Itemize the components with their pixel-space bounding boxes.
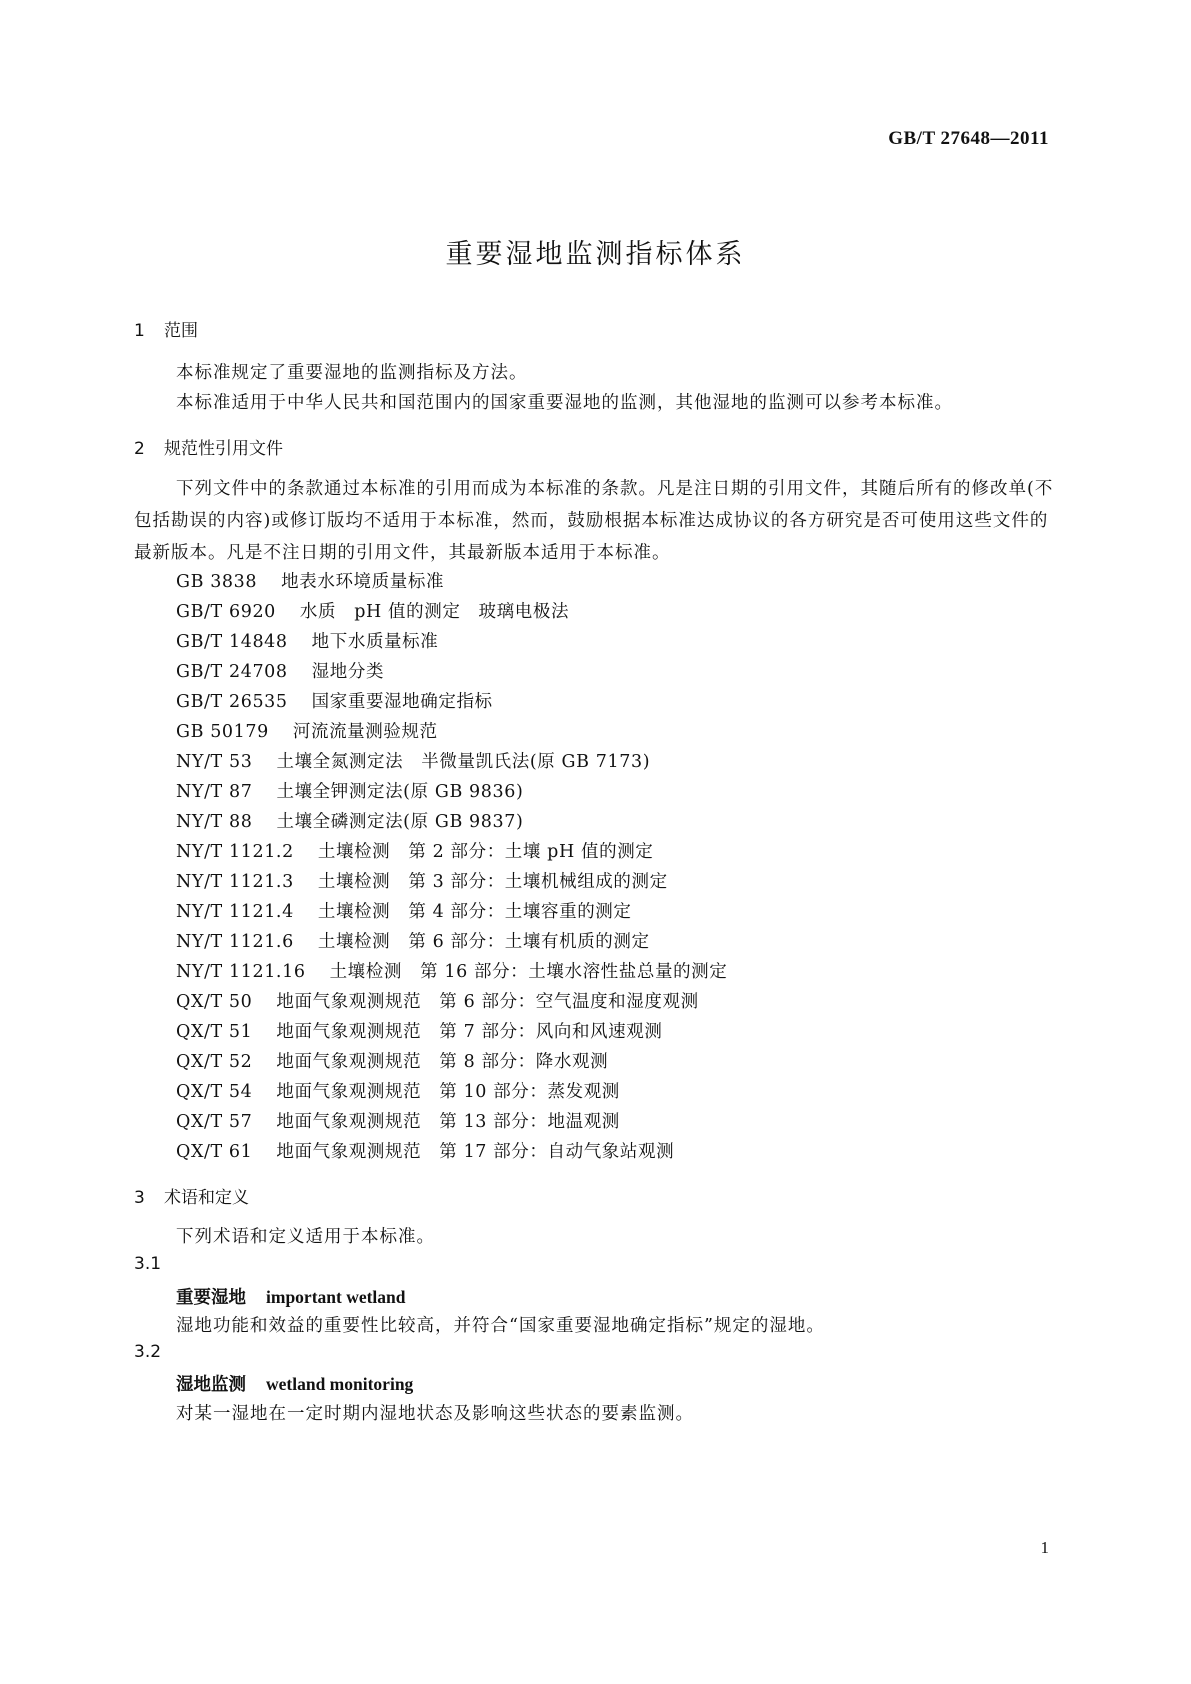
reference-code: NY/T 1121.4 [176, 902, 294, 922]
reference-item [176, 808, 523, 833]
reference-title: 土壤检测 第 16 部分：土壤水溶性盐总量的测定 [329, 962, 728, 982]
reference-code: NY/T 1121.16 [176, 962, 306, 982]
term-number: 3.1 [134, 1254, 162, 1274]
reference-title: 国家重要湿地确定指标 [311, 692, 493, 712]
reference-item [176, 958, 727, 983]
reference-code: NY/T 87 [176, 782, 253, 802]
reference-title: 土壤检测 第 2 部分：土壤 pH 值的测定 [317, 842, 654, 862]
reference-item [176, 898, 632, 923]
reference-item [176, 1078, 620, 1103]
reference-code: QX/T 57 [176, 1112, 253, 1132]
reference-item [176, 1048, 608, 1073]
reference-item [176, 838, 653, 863]
section-number: 1 [134, 321, 145, 341]
term-number: 3.2 [134, 1342, 162, 1362]
standard-id: GB/T 27648—2011 [888, 128, 1049, 149]
term-en: important wetland [266, 1287, 406, 1307]
reference-title: 土壤全钾测定法(原 GB 9836) [276, 782, 524, 802]
reference-title: 地下水质量标准 [311, 632, 439, 652]
paragraph: 下列术语和定义适用于本标准。 [176, 1227, 435, 1247]
reference-code: NY/T 53 [176, 752, 253, 772]
reference-title: 地面气象观测规范 第 7 部分：风向和风速观测 [276, 1022, 663, 1042]
term-entry [176, 1371, 413, 1396]
page-number: 1 [1040, 1538, 1049, 1557]
reference-code: NY/T 88 [176, 812, 253, 832]
paragraph: 本标准规定了重要湿地的监测指标及方法。 [176, 363, 528, 383]
reference-code: GB/T 14848 [176, 632, 288, 652]
reference-title: 湿地分类 [311, 662, 385, 682]
term-definition: 湿地功能和效益的重要性比较高，并符合“国家重要湿地确定指标”规定的湿地。 [176, 1316, 825, 1336]
reference-title: 水质 pH 值的测定 玻璃电极法 [299, 602, 570, 622]
reference-code: GB 3838 [176, 572, 258, 592]
reference-item [176, 658, 384, 683]
section-title: 范围 [164, 321, 198, 341]
term-entry [176, 1284, 406, 1309]
reference-item [176, 598, 569, 623]
section-number: 3 [134, 1188, 145, 1208]
reference-title: 地面气象观测规范 第 13 部分：地温观测 [276, 1112, 620, 1132]
reference-item [176, 568, 444, 593]
reference-item [176, 868, 668, 893]
reference-item [176, 1018, 662, 1043]
reference-title: 土壤检测 第 6 部分：土壤有机质的测定 [317, 932, 650, 952]
reference-code: QX/T 52 [176, 1052, 253, 1072]
reference-item [176, 748, 650, 773]
reference-item [176, 778, 523, 803]
reference-title: 地面气象观测规范 第 6 部分：空气温度和湿度观测 [276, 992, 699, 1012]
section-1-heading [134, 316, 198, 341]
reference-item [176, 928, 650, 953]
reference-code: NY/T 1121.2 [176, 842, 294, 862]
reference-code: QX/T 54 [176, 1082, 253, 1102]
reference-code: NY/T 1121.6 [176, 932, 294, 952]
paragraph: 本标准适用于中华人民共和国范围内的国家重要湿地的监测，其他湿地的监测可以参考本标准。 [176, 393, 953, 413]
section-2-heading [134, 434, 283, 459]
reference-code: NY/T 1121.3 [176, 872, 294, 892]
section-3-heading [134, 1183, 249, 1208]
reference-item [176, 1108, 620, 1133]
reference-title: 土壤检测 第 4 部分：土壤容重的测定 [317, 902, 632, 922]
reference-code: QX/T 50 [176, 992, 253, 1012]
reference-item [176, 1138, 674, 1163]
section-title: 术语和定义 [164, 1188, 249, 1208]
reference-title: 河流流量测验规范 [292, 722, 438, 742]
reference-title: 地面气象观测规范 第 8 部分：降水观测 [276, 1052, 609, 1072]
reference-code: GB/T 6920 [176, 602, 276, 622]
term-zh: 湿地监测 [176, 1375, 246, 1395]
reference-item [176, 718, 438, 743]
reference-code: GB 50179 [176, 722, 269, 742]
section-number: 2 [134, 439, 145, 459]
reference-item [176, 988, 699, 1013]
reference-code: QX/T 61 [176, 1142, 253, 1162]
reference-title: 地面气象观测规范 第 17 部分：自动气象站观测 [276, 1142, 675, 1162]
reference-title: 地表水环境质量标准 [281, 572, 445, 592]
reference-item [176, 628, 438, 653]
reference-title: 地面气象观测规范 第 10 部分：蒸发观测 [276, 1082, 620, 1102]
reference-code: QX/T 51 [176, 1022, 253, 1042]
reference-item [176, 688, 493, 713]
reference-code: GB/T 26535 [176, 692, 288, 712]
document-title: 重要湿地监测指标体系 [445, 239, 746, 270]
reference-title: 土壤全磷测定法(原 GB 9837) [276, 812, 524, 832]
term-zh: 重要湿地 [176, 1288, 246, 1308]
term-en: wetland monitoring [266, 1374, 414, 1394]
section-title: 规范性引用文件 [164, 439, 283, 459]
term-definition: 对某一湿地在一定时期内湿地状态及影响这些状态的要素监测。 [176, 1404, 694, 1424]
reference-title: 土壤检测 第 3 部分：土壤机械组成的测定 [317, 872, 668, 892]
reference-title: 土壤全氮测定法 半微量凯氏法(原 GB 7173) [276, 752, 651, 772]
paragraph: 下列文件中的条款通过本标准的引用而成为本标准的条款。凡是注日期的引用文件，其随后所有的修改单(不包括勘误的内容)或修订版均不适用于本标准，然而，鼓励根据本标准达成协议的各方研究是否可使用这些文件的最新版本。凡是不注日期的引用文件，其最新版本适用于本标准。 [134, 479, 1054, 563]
reference-code: GB/T 24708 [176, 662, 288, 682]
